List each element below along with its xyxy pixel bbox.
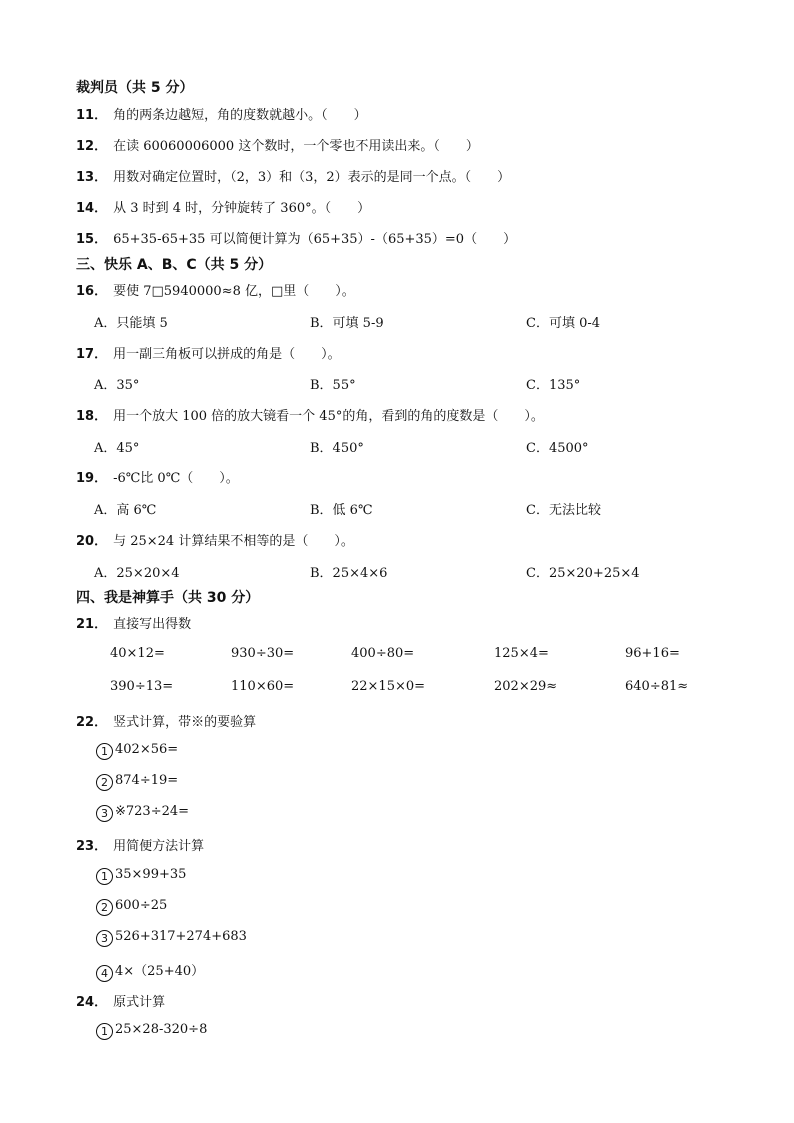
expression: 402×56= bbox=[115, 742, 179, 757]
question-text: 竖式计算，带※的要验算 bbox=[113, 715, 257, 730]
option-b: B．可填 5-9 bbox=[310, 316, 384, 331]
option-a: A．25×20×4 bbox=[94, 566, 180, 581]
option-a: A．45° bbox=[94, 441, 140, 456]
question-text: 在读 60060006000 这个数时，一个零也不用读出来。（ ） bbox=[113, 139, 479, 154]
calc-item: 390÷13= bbox=[110, 679, 174, 694]
sub-item bbox=[96, 929, 247, 947]
question-number: 24． bbox=[76, 995, 108, 1010]
expression: 35×99+35 bbox=[115, 867, 187, 882]
question-16 bbox=[76, 280, 355, 299]
question-text: 用一副三角板可以拼成的角是（ ）。 bbox=[113, 347, 341, 362]
question-number: 23． bbox=[76, 839, 108, 854]
question-11 bbox=[76, 104, 367, 123]
question-text: 直接写出得数 bbox=[113, 617, 192, 632]
question-text: 要使 7□5940000≈8 亿，□里（ ）。 bbox=[113, 284, 355, 299]
question-number: 20． bbox=[76, 534, 108, 549]
question-number: 14． bbox=[76, 201, 108, 216]
question-12 bbox=[76, 135, 479, 154]
circled-number: 2 bbox=[96, 899, 113, 916]
sub-item bbox=[96, 898, 167, 916]
calc-item: 40×12= bbox=[110, 646, 165, 661]
option-c: C．可填 0-4 bbox=[526, 316, 601, 331]
question-14 bbox=[76, 197, 370, 216]
expression: 874÷19= bbox=[115, 773, 179, 788]
calc-item: 125×4= bbox=[494, 646, 549, 661]
question-text: 从 3 时到 4 时，分钟旋转了 360°。（ ） bbox=[113, 201, 371, 216]
calc-item: 110×60= bbox=[231, 679, 295, 694]
calc-item: 640÷81≈ bbox=[625, 679, 689, 694]
calc-item: 400÷80= bbox=[351, 646, 415, 661]
question-number: 18． bbox=[76, 409, 108, 424]
option-c: C．135° bbox=[526, 378, 581, 393]
question-17 bbox=[76, 343, 341, 362]
expression: 25×28-320÷8 bbox=[115, 1022, 208, 1037]
section-heading-judge: 裁判员（共 5 分） bbox=[76, 80, 194, 96]
question-number: 17． bbox=[76, 347, 108, 362]
expression: ※723÷24= bbox=[115, 804, 190, 819]
circled-number: 1 bbox=[96, 1023, 113, 1040]
question-text: 原式计算 bbox=[113, 995, 166, 1010]
question-text: 用一个放大 100 倍的放大镜看一个 45°的角，看到的角的度数是（ ）。 bbox=[113, 409, 544, 424]
circled-number: 1 bbox=[96, 743, 113, 760]
question-18 bbox=[76, 405, 544, 424]
option-a: A．高 6℃ bbox=[94, 503, 157, 518]
question-text: 用数对确定位置时，（2，3）和（3，2）表示的是同一个点。（ ） bbox=[113, 170, 511, 185]
question-text: 与 25×24 计算结果不相等的是（ ）。 bbox=[113, 534, 354, 549]
option-b: B．25×4×6 bbox=[310, 566, 388, 581]
calc-item: 930÷30= bbox=[231, 646, 295, 661]
option-b: B．450° bbox=[310, 441, 364, 456]
option-a: A．只能填 5 bbox=[94, 316, 168, 331]
question-number: 19． bbox=[76, 471, 108, 486]
circled-number: 2 bbox=[96, 774, 113, 791]
calc-item: 96+16= bbox=[625, 646, 680, 661]
calc-item: 202×29≈ bbox=[494, 679, 558, 694]
section-heading-calc: 四、我是神算手（共 30 分） bbox=[76, 590, 260, 606]
question-23 bbox=[76, 835, 204, 854]
expression: 4×（25+40） bbox=[115, 964, 205, 979]
question-number: 22． bbox=[76, 715, 108, 730]
sub-item bbox=[96, 867, 186, 885]
expression: 600÷25 bbox=[115, 898, 168, 913]
section-heading-abc: 三、快乐 A、B、C（共 5 分） bbox=[76, 257, 273, 273]
question-number: 16． bbox=[76, 284, 108, 299]
question-text: -6℃比 0℃（ ）。 bbox=[113, 471, 239, 486]
question-number: 11． bbox=[76, 108, 108, 123]
question-text: 65+35-65+35 可以简便计算为（65+35）-（65+35）=0（ ） bbox=[113, 232, 517, 247]
sub-item bbox=[96, 742, 178, 760]
expression: 526+317+274+683 bbox=[115, 929, 247, 944]
sub-item bbox=[96, 960, 204, 982]
question-number: 15． bbox=[76, 232, 108, 247]
sub-item bbox=[96, 804, 189, 822]
question-22 bbox=[76, 711, 256, 730]
option-c: C．无法比较 bbox=[526, 503, 601, 518]
question-text: 用简便方法计算 bbox=[113, 839, 205, 854]
calc-item: 22×15×0= bbox=[351, 679, 426, 694]
question-13 bbox=[76, 166, 510, 185]
option-c: C．25×20+25×4 bbox=[526, 566, 640, 581]
sub-item bbox=[96, 773, 178, 791]
question-20 bbox=[76, 530, 354, 549]
question-15 bbox=[76, 228, 516, 247]
circled-number: 3 bbox=[96, 930, 113, 947]
option-c: C．4500° bbox=[526, 441, 589, 456]
option-a: A．35° bbox=[94, 378, 140, 393]
sub-item bbox=[96, 1022, 207, 1040]
question-21 bbox=[76, 613, 191, 632]
circled-number: 3 bbox=[96, 805, 113, 822]
circled-number: 1 bbox=[96, 868, 113, 885]
question-number: 21． bbox=[76, 617, 108, 632]
question-19 bbox=[76, 467, 239, 486]
question-number: 13． bbox=[76, 170, 108, 185]
question-number: 12． bbox=[76, 139, 108, 154]
option-b: B．低 6℃ bbox=[310, 503, 373, 518]
question-text: 角的两条边越短，角的度数就越小。（ ） bbox=[113, 108, 367, 123]
circled-number: 4 bbox=[96, 965, 113, 982]
option-b: B．55° bbox=[310, 378, 356, 393]
question-24 bbox=[76, 991, 165, 1010]
